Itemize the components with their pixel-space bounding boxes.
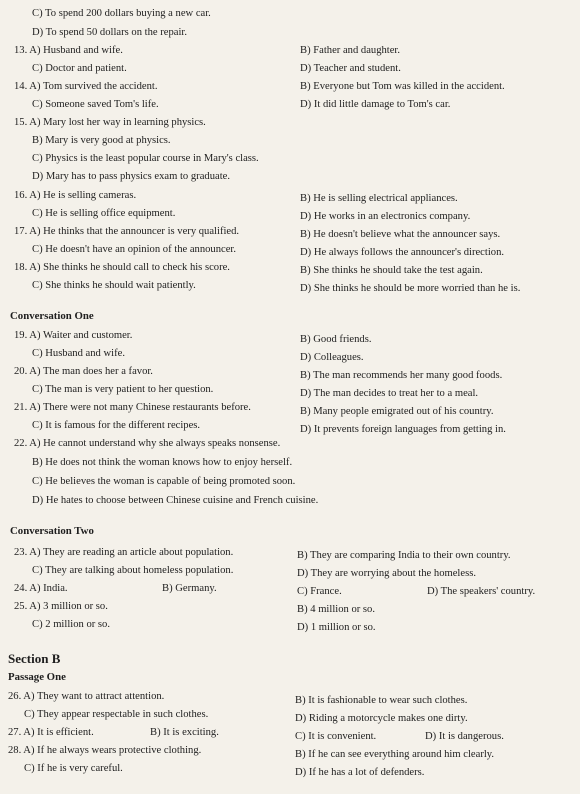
q24-option-c: C) France.	[297, 586, 342, 597]
q18-option-d: D) She thinks he should be more worried than he is.	[300, 283, 521, 294]
q16-option-b: B) He is selling electrical appliances.	[300, 193, 458, 204]
conversation-two-heading: Conversation Two	[10, 525, 94, 537]
q13-option-a: 13. A) Husband and wife.	[14, 45, 123, 56]
q21-option-c: C) It is famous for the different recipes.	[32, 420, 201, 431]
q23-option-b: B) They are comparing India to their own country.	[297, 550, 511, 561]
q16-option-c: C) He is selling office equipment.	[32, 208, 176, 219]
q17-option-d: D) He always follows the announcer's direction.	[300, 247, 505, 258]
q15-option-b: B) Mary is very good at physics.	[32, 135, 171, 146]
q25-option-a: 25. A) 3 million or so.	[14, 601, 108, 612]
q28-option-a: 28. A) If he always wears protective clothing.	[8, 745, 202, 756]
q24-option-a: 24. A) India.	[14, 583, 68, 594]
q23-option-d: D) They are worrying about the homeless.	[297, 568, 476, 579]
q21-option-a: 21. A) There were not many Chinese restaurants before.	[14, 402, 251, 413]
q24-option-d: D) The speakers' country.	[427, 586, 536, 597]
q24-option-b: B) Germany.	[162, 583, 217, 594]
q23-option-c: C) They are talking about homeless population.	[32, 565, 234, 576]
q27-option-c: C) It is convenient.	[295, 731, 377, 742]
q12-option-d: D) To spend 50 dollars on the repair.	[32, 27, 187, 38]
q15-option-c: C) Physics is the least popular course in Mary's class.	[32, 153, 259, 164]
q25-option-b: B) 4 million or so.	[297, 604, 375, 615]
q12-option-c: C) To spend 200 dollars buying a new car.	[32, 8, 211, 19]
q16-option-a: 16. A) He is selling cameras.	[14, 190, 137, 201]
q27-option-d: D) It is dangerous.	[425, 731, 504, 742]
q28-option-d: D) If he has a lot of defenders.	[295, 767, 425, 778]
q27-option-a: 27. A) It is efficient.	[8, 727, 94, 738]
q25-option-d: D) 1 million or so.	[297, 622, 376, 633]
section-b-heading: Section B	[8, 651, 61, 666]
q17-option-a: 17. A) He thinks that the announcer is very qualified.	[14, 226, 240, 237]
q19-option-c: C) Husband and wife.	[32, 348, 125, 359]
q13-option-b: B) Father and daughter.	[300, 45, 401, 56]
q14-option-c: C) Someone saved Tom's life.	[32, 99, 159, 110]
q14-option-d: D) It did little damage to Tom's car.	[300, 99, 451, 110]
q14-option-a: 14. A) Tom survived the accident.	[14, 81, 158, 92]
q13-option-d: D) Teacher and student.	[300, 63, 401, 74]
q21-option-d: D) It prevents foreign languages from getting in.	[300, 424, 506, 435]
q18-option-a: 18. A) She thinks he should call to check his score.	[14, 262, 230, 273]
q23-option-a: 23. A) They are reading an article about population.	[14, 547, 234, 558]
q16-option-d: D) He works in an electronics company.	[300, 211, 471, 222]
q26-option-b: B) It is fashionable to wear such clothes.	[295, 695, 468, 706]
q19-option-a: 19. A) Waiter and customer.	[14, 330, 133, 341]
q26-option-d: D) Riding a motorcycle makes one dirty.	[295, 713, 468, 724]
q20-option-d: D) The man decides to treat her to a meal.	[300, 388, 479, 399]
q28-option-c: C) If he is very careful.	[24, 763, 123, 774]
q15-option-d: D) Mary has to pass physics exam to graduate.	[32, 171, 230, 182]
q15-option-a: 15. A) Mary lost her way in learning physics.	[14, 117, 206, 128]
q22-option-d: D) He hates to choose between Chinese cuisine and French cuisine.	[32, 495, 319, 506]
q13-option-c: C) Doctor and patient.	[32, 63, 127, 74]
q19-option-d: D) Colleagues.	[300, 352, 364, 363]
q26-option-a: 26. A) They want to attract attention.	[8, 691, 165, 702]
q20-option-b: B) The man recommends her many good foods.	[300, 370, 503, 381]
q27-option-b: B) It is exciting.	[150, 727, 219, 738]
q17-option-c: C) He doesn't have an opinion of the announcer.	[32, 244, 237, 255]
q21-option-b: B) Many people emigrated out of his country.	[300, 406, 494, 417]
q22-option-a: 22. A) He cannot understand why she always speaks nonsense.	[14, 438, 281, 449]
q22-option-b: B) He does not think the woman knows how to enjoy herself.	[32, 457, 293, 468]
q20-option-a: 20. A) The man does her a favor.	[14, 366, 153, 377]
q28-option-b: B) If he can see everything around him clearly.	[295, 749, 495, 760]
passage-one-heading: Passage One	[8, 671, 66, 683]
q18-option-b: B) She thinks he should take the test again.	[300, 265, 483, 276]
q22-option-c: C) He believes the woman is capable of being promoted soon.	[32, 476, 296, 487]
q26-option-c: C) They appear respectable in such clothes.	[24, 709, 209, 720]
q20-option-c: C) The man is very patient to her question.	[32, 384, 214, 395]
conversation-one-heading: Conversation One	[10, 310, 94, 322]
q14-option-b: B) Everyone but Tom was killed in the accident.	[300, 81, 505, 92]
q25-option-c: C) 2 million or so.	[32, 619, 110, 630]
q19-option-b: B) Good friends.	[300, 334, 372, 345]
q17-option-b: B) He doesn't believe what the announcer says.	[300, 229, 501, 240]
q18-option-c: C) She thinks he should wait patiently.	[32, 280, 196, 291]
